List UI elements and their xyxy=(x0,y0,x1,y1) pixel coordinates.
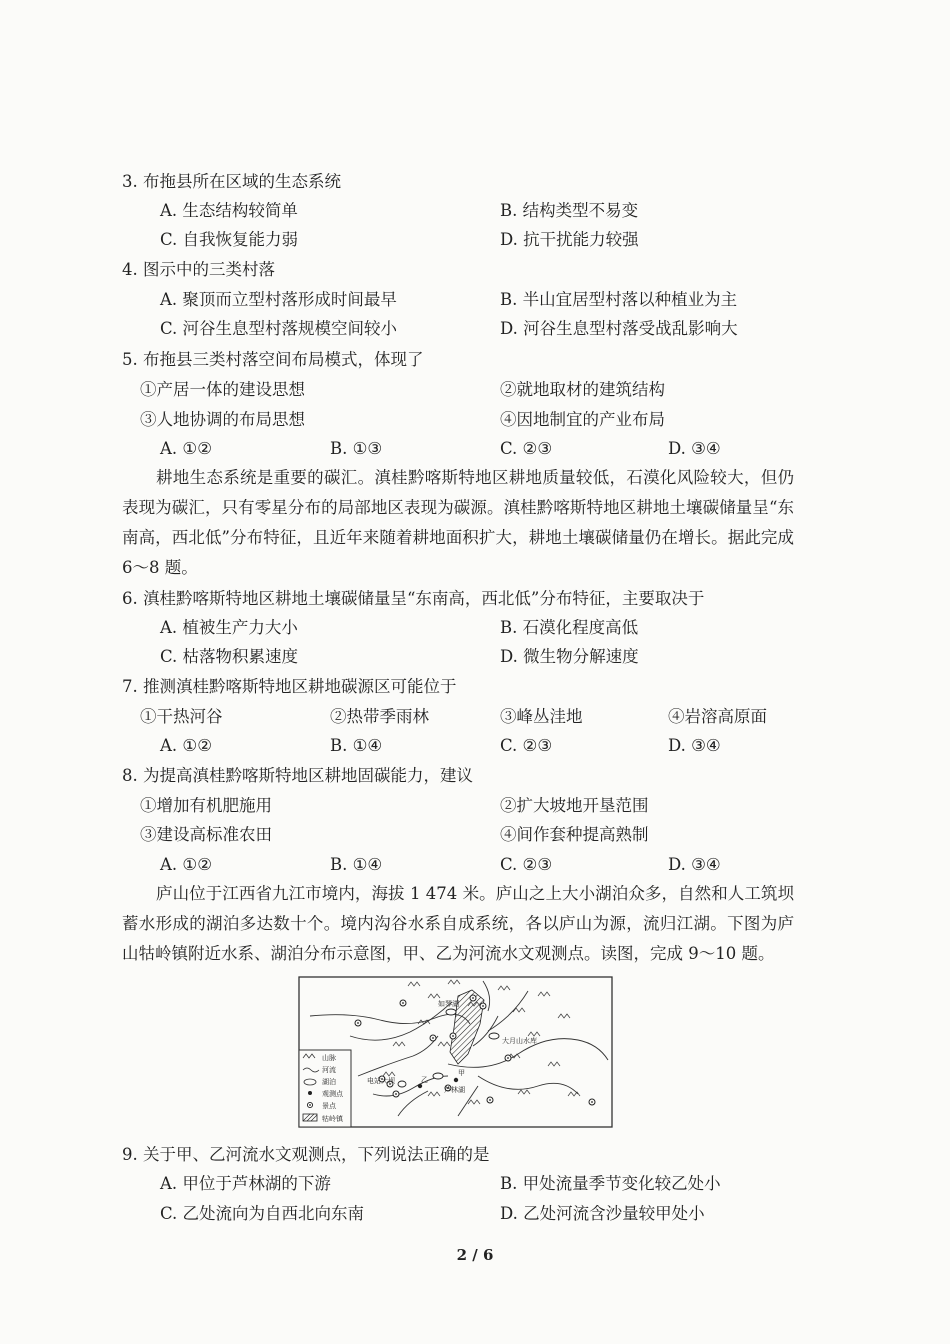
q7-option-b: B. ①④ xyxy=(330,736,383,755)
q7-option-c: C. ②③ xyxy=(500,736,553,755)
q3-option-a: A. 生态结构较简单 xyxy=(160,201,298,220)
passage-carbon: 耕地生态系统是重要的碳汇。滇桂黔喀斯特地区耕地质量较低，石漠化风险较大，但仍表现为碳汇，只有零星分布的局部地区表现为碳源。滇桂黔喀斯特地区耕地土壤碳储量呈“东南高，西北低”分布特征，且近年来随着耕地面积扩大，耕地土壤碳储量仍在增长。据此完成 6～8 题。 xyxy=(122,468,794,577)
station-yi-marker xyxy=(418,1084,422,1088)
lushan-map-figure xyxy=(298,976,613,1128)
q8-option-c: C. ②③ xyxy=(500,855,553,874)
ruqin-lake xyxy=(446,1009,456,1015)
q5-option-d: D. ③④ xyxy=(668,439,721,458)
q7-option-d: D. ③④ xyxy=(668,736,721,755)
q5-option-b: B. ①③ xyxy=(330,439,383,458)
q5-option-a: A. ①② xyxy=(160,439,212,458)
legend-label-lake: 湖泊 xyxy=(322,1078,336,1086)
label-ruqin-lake: 如琴湖 xyxy=(438,1000,459,1008)
q8-statement-4: ④间作套种提高熟制 xyxy=(500,825,649,844)
label-jia: 甲 xyxy=(458,1069,465,1077)
label-yi: 乙 xyxy=(421,1076,428,1084)
q6-option-a: A. 植被生产力大小 xyxy=(160,618,298,637)
q6-option-c: C. 枯落物积累速度 xyxy=(160,647,299,666)
q9-option-d: D. 乙处河流含沙量较甲处小 xyxy=(500,1204,705,1223)
q9-option-b: B. 甲处流量季节变化较乙处小 xyxy=(500,1174,721,1193)
q3-option-c: C. 自我恢复能力弱 xyxy=(160,230,299,249)
q5-statement-2: ②就地取材的建筑结构 xyxy=(500,380,665,399)
question-9-stem: 9. 关于甲、乙河流水文观测点，下列说法正确的是 xyxy=(122,1145,490,1164)
q8-statement-3: ③建设高标准农田 xyxy=(140,825,272,844)
q5-statement-1: ①产居一体的建设思想 xyxy=(140,380,305,399)
legend-label-scenic: 景点 xyxy=(322,1102,336,1110)
legend-label-town: 牯岭镇 xyxy=(322,1115,343,1123)
question-8-stem: 8. 为提高滇桂黔喀斯特地区耕地固碳能力，建议 xyxy=(122,766,473,785)
q8-statement-1: ①增加有机肥施用 xyxy=(140,796,272,815)
q3-option-b: B. 结构类型不易变 xyxy=(500,201,639,220)
label-dayueshan-reservoir: 大月山水库 xyxy=(502,1037,537,1045)
station-jia-marker xyxy=(454,1078,458,1082)
station-icon xyxy=(308,1091,312,1095)
label-lulin-lake: 芦林湖 xyxy=(444,1086,465,1094)
page-number: 2 / 6 xyxy=(456,1246,494,1264)
legend-label-mountain: 山脉 xyxy=(322,1054,336,1062)
legend-label-river: 河流 xyxy=(322,1066,336,1074)
q5-option-c: C. ②③ xyxy=(500,439,553,458)
dayueshan-reservoir xyxy=(489,1033,499,1039)
q7-statement-2: ②热带季雨林 xyxy=(330,707,429,726)
q4-option-a: A. 聚顶而立型村落形成时间最早 xyxy=(160,290,397,309)
q3-option-d: D. 抗干扰能力较强 xyxy=(500,230,639,249)
q5-statement-4: ④因地制宜的产业布局 xyxy=(500,410,665,429)
lulin-lake xyxy=(433,1073,443,1079)
legend-label-station: 观测点 xyxy=(322,1090,343,1098)
passage-lushan: 庐山位于江西省九江市境内，海拔 1 474 米。庐山之上大小湖泊众多，自然和人工筑坝蓄水形成的湖泊多达数十个。境内沟谷水系自成系统，各以庐山为源，流归江湖。下图为庐山牯岭镇附近水系、湖泊分布示意图，甲、乙为河流水文观测点。读图，完成 9～10 题。 xyxy=(122,884,794,963)
question-5-stem: 5. 布拖县三类村落空间布局模式，体现了 xyxy=(122,350,424,369)
question-6-stem: 6. 滇桂黔喀斯特地区耕地土壤碳储量呈“东南高，西北低”分布特征，主要取决于 xyxy=(122,589,705,608)
q6-option-d: D. 微生物分解速度 xyxy=(500,647,639,666)
q7-statement-4: ④岩溶高原面 xyxy=(668,707,767,726)
q9-option-c: C. 乙处流向为自西北向东南 xyxy=(160,1204,365,1223)
lushan-map xyxy=(298,976,613,1128)
question-3-stem: 3. 布拖县所在区域的生态系统 xyxy=(122,172,341,191)
dam-lake xyxy=(398,1081,406,1087)
q4-option-d: D. 河谷生息型村落受战乱影响大 xyxy=(500,319,738,338)
q8-option-a: A. ①② xyxy=(160,855,212,874)
question-7-stem: 7. 推测滇桂黔喀斯特地区耕地碳源区可能位于 xyxy=(122,677,457,696)
q9-option-a: A. 甲位于芦林湖的下游 xyxy=(160,1174,331,1193)
q4-option-c: C. 河谷生息型村落规模空间较小 xyxy=(160,319,398,338)
q8-statement-2: ②扩大坡地开垦范围 xyxy=(500,796,649,815)
q5-statement-3: ③人地协调的布局思想 xyxy=(140,410,305,429)
q7-statement-1: ①干热河谷 xyxy=(140,707,223,726)
q8-option-b: B. ①④ xyxy=(330,855,383,874)
label-dam: 电站大坝 xyxy=(367,1077,395,1085)
q6-option-b: B. 石漠化程度高低 xyxy=(500,618,639,637)
q7-statement-3: ③峰丛洼地 xyxy=(500,707,583,726)
q7-option-a: A. ①② xyxy=(160,736,212,755)
q8-option-d: D. ③④ xyxy=(668,855,721,874)
q4-option-b: B. 半山宜居型村落以种植业为主 xyxy=(500,290,738,309)
question-4-stem: 4. 图示中的三类村落 xyxy=(122,260,275,279)
